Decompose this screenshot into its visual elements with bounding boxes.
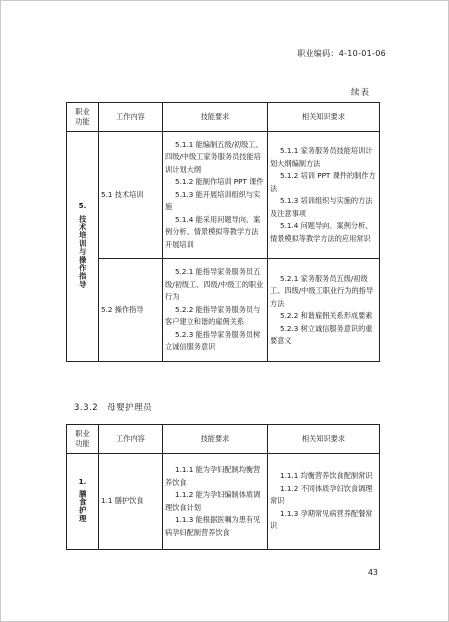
table-header-row [67, 103, 380, 132]
knowledge-item: 5.1.3 培训组织与实施的方法及注意事项 [270, 196, 373, 218]
knowledge-cell [268, 454, 380, 550]
skill-item: 5.1.3 能开展培训组织与实施 [165, 189, 261, 212]
skills-cell [163, 454, 268, 550]
header-content: 工作内容 [99, 425, 163, 454]
table-row [67, 259, 380, 362]
header-content: 工作内容 [99, 103, 163, 132]
function-name: 膳食护理 [78, 490, 88, 523]
skill-item: 5.2.3 能指导家务服务员树立诚信服务意识 [165, 329, 261, 352]
skill-item: 5.1.1 能编制五级/初级工、四级/中级工家务服务员技能培训计划大纲 [165, 139, 263, 174]
header-function: 职业 功能 [67, 425, 99, 454]
knowledge-item: 5.2.3 树立诚信服务意识的重要意义 [270, 323, 373, 345]
skill-item: 1.1.1 能为孕妇配制均衡营养饮食 [165, 465, 261, 487]
function-cell [67, 454, 99, 550]
header-skills: 技能要求 [163, 425, 268, 454]
skill-item: 1.1.2 能为孕妇编制体质调理饮食计划 [165, 490, 261, 512]
work-content-cell: 5.1 技术培训 [99, 132, 163, 259]
work-content-cell: 1.1 膳护饮食 [99, 454, 163, 550]
knowledge-item: 5.2.2 和谐雇佣关系形成要素 [280, 311, 373, 320]
skill-item: 5.2.2 能指导家务服务员与客户建立和谐的雇佣关系 [165, 304, 261, 327]
skill-item: 5.1.2 能制作培训 PPT 课件 [175, 177, 264, 187]
skill-item: 1.1.3 能根据医嘱为患有见病孕妇配制营养饮食 [165, 515, 261, 537]
skills-cell [163, 132, 268, 259]
table-header-row [67, 425, 380, 454]
header-knowledge: 相关知识要求 [268, 103, 380, 132]
header-function: 职业 功能 [67, 103, 99, 132]
continued-label: 续表 [350, 88, 370, 98]
knowledge-item: 5.1.1 家务服务员技能培训计划大纲编制方法 [270, 146, 373, 168]
page-number: 43 [367, 568, 378, 577]
function-cell [67, 132, 99, 362]
knowledge-item: 5.1.4 问题导向、案例分析、情景模拟等教学方法的应用常识 [270, 221, 373, 243]
knowledge-item: 1.1.3 孕期常见病营养配餐常识 [270, 508, 373, 531]
skill-item: 5.1.4 能采用问题导向、案例分析、情景模拟等教学方法开展培训 [165, 214, 261, 249]
skills-cell [163, 259, 268, 362]
header-skills: 技能要求 [163, 103, 268, 132]
knowledge-item: 5.2.1 家务服务员五级/初级工、四级/中级工职业行为的指导方法 [270, 273, 374, 308]
knowledge-cell [268, 132, 380, 259]
knowledge-item: 1.1.2 不同体质孕妇饮食调理常识 [270, 483, 373, 506]
skills-table-2 [66, 424, 380, 550]
function-name: 技术培训与操作指导 [78, 214, 88, 289]
knowledge-cell [268, 259, 380, 362]
section-heading: 3.3.2 母婴护理员 [74, 403, 153, 413]
function-number: 5. [78, 201, 87, 211]
knowledge-item: 5.1.2 培训 PPT 课件的制作方法 [270, 171, 376, 193]
function-number: 1. [78, 476, 87, 486]
table-row [67, 454, 380, 550]
skill-item: 5.2.1 能指导家务服务员五级/初级工、四级/中级工的职业行为 [165, 267, 264, 302]
occupation-code: 职业编码：4-10-01-06 [297, 49, 386, 58]
header-knowledge: 相关知识要求 [268, 425, 380, 454]
work-content-cell: 5.2 操作指导 [99, 259, 163, 362]
skills-table-1 [66, 102, 380, 362]
table-row [67, 132, 380, 259]
knowledge-item: 1.1.1 均衡营养饮食配制常识 [280, 471, 373, 481]
